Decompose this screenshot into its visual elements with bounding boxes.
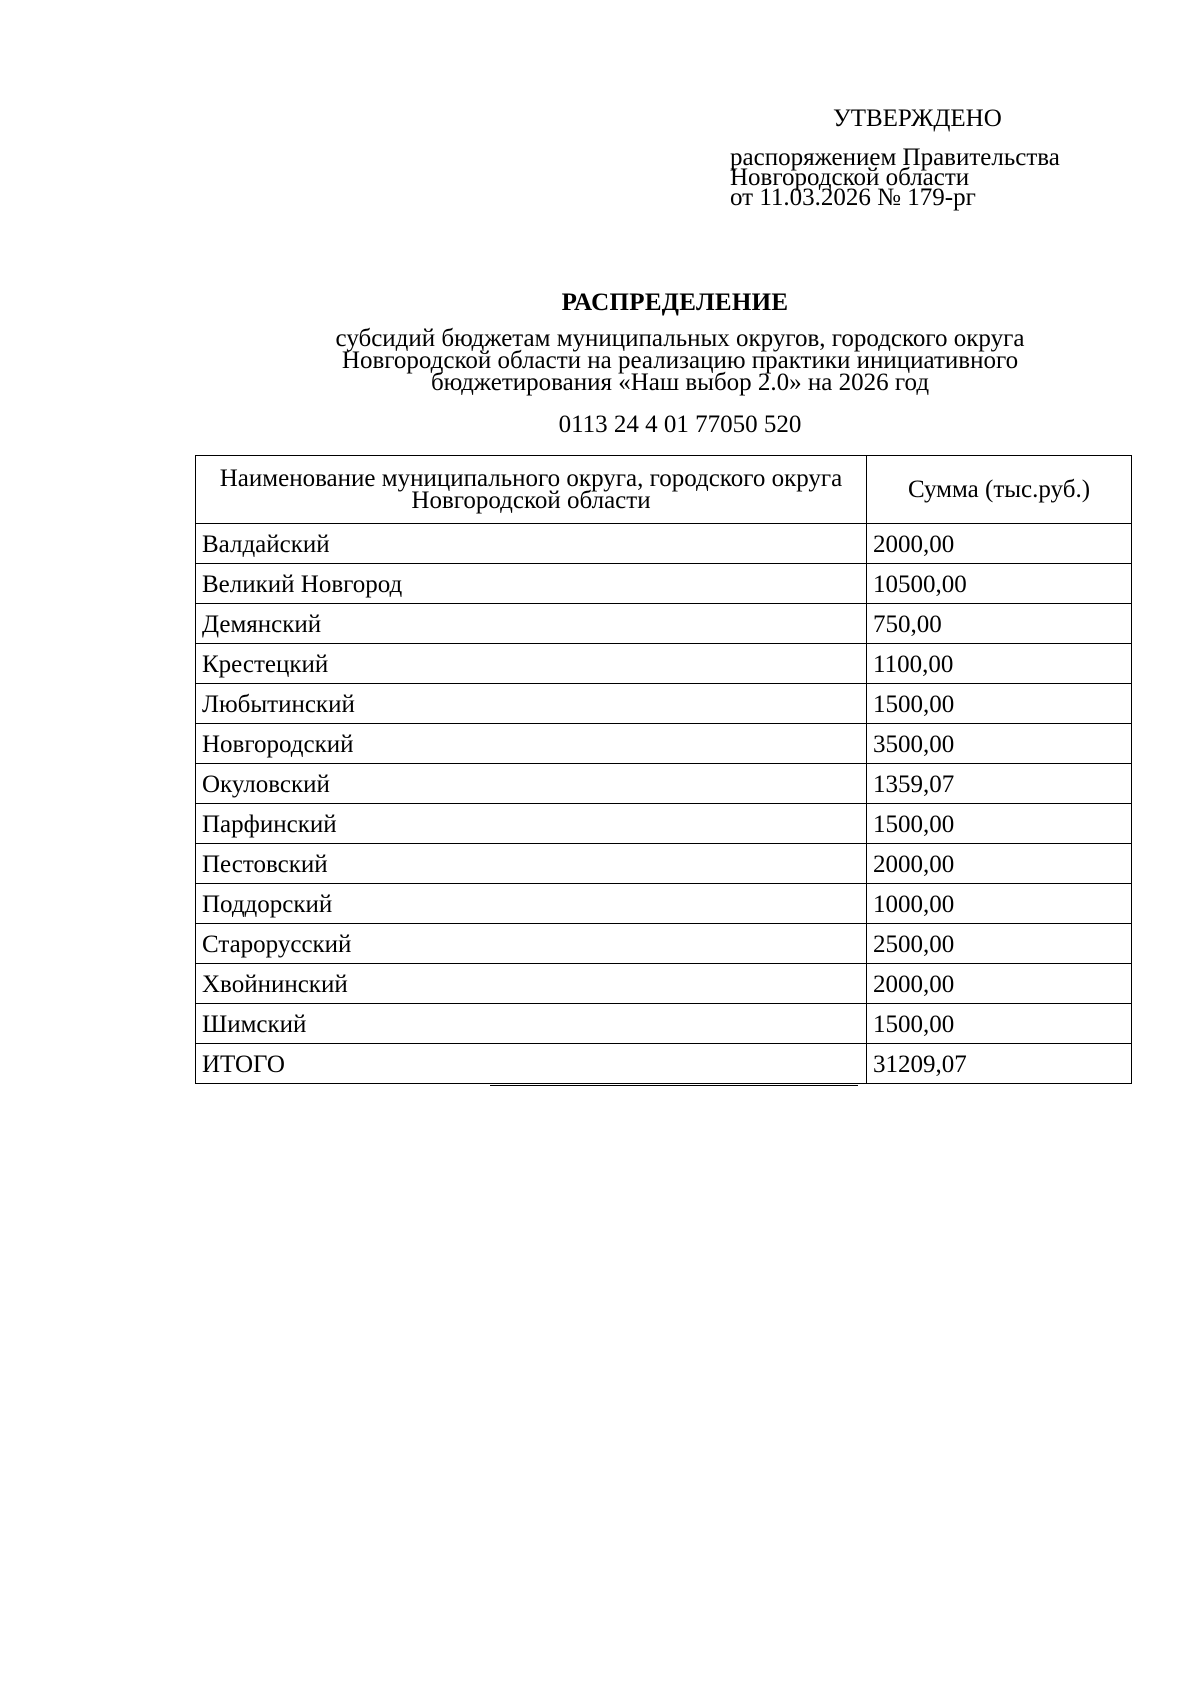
document-title: РАСПРЕДЕЛЕНИЕ <box>561 289 789 316</box>
table-row <box>196 804 1132 844</box>
table-row <box>196 724 1132 764</box>
header-name: Наименование муниципального округа, городского округа Новгородской области <box>196 456 867 524</box>
approval-title: УТВЕРЖДЕНО <box>833 105 1002 132</box>
approval-line: распоряжением Правительства <box>730 144 1060 171</box>
row-sum-cell: 2000,00 <box>867 964 1132 1004</box>
row-sum-cell: 2000,00 <box>867 844 1132 884</box>
bottom-divider <box>490 1085 858 1086</box>
row-name-cell: Крестецкий <box>196 644 867 684</box>
table-row <box>196 524 1132 564</box>
row-sum-cell: 750,00 <box>867 604 1132 644</box>
row-name-cell: Хвойнинский <box>196 964 867 1004</box>
table-row <box>196 764 1132 804</box>
table-row <box>196 1004 1132 1044</box>
budget-code: 0113 24 4 01 77050 520 <box>558 411 802 438</box>
approval-block <box>730 105 1150 211</box>
table-row <box>196 644 1132 684</box>
row-sum-cell: 1000,00 <box>867 884 1132 924</box>
row-name-cell: Окуловский <box>196 764 867 804</box>
approval-line: Новгородской области <box>730 164 970 191</box>
table-row <box>196 684 1132 724</box>
approval-line: от 11.03.2026 № 179-рг <box>730 184 976 211</box>
row-name-cell: Парфинский <box>196 804 867 844</box>
row-sum-cell: 1500,00 <box>867 1004 1132 1044</box>
distribution-table <box>195 455 1132 1084</box>
table-row <box>196 604 1132 644</box>
row-name-cell: Великий Новгород <box>196 564 867 604</box>
table-row <box>196 564 1132 604</box>
table-body <box>196 524 1132 1084</box>
table-header-row <box>196 456 1132 524</box>
header-sum: Сумма (тыс.руб.) <box>867 456 1132 524</box>
row-sum-cell: 31209,07 <box>867 1044 1132 1084</box>
row-name-cell: Поддорский <box>196 884 867 924</box>
table-row <box>196 844 1132 884</box>
row-name-cell: Валдайский <box>196 524 867 564</box>
table-row <box>196 1044 1132 1084</box>
row-sum-cell: 1500,00 <box>867 684 1132 724</box>
row-sum-cell: 1100,00 <box>867 644 1132 684</box>
table-row <box>196 924 1132 964</box>
row-name-cell: Шимский <box>196 1004 867 1044</box>
table-row <box>196 964 1132 1004</box>
row-name-cell: ИТОГО <box>196 1044 867 1084</box>
row-sum-cell: 1359,07 <box>867 764 1132 804</box>
row-sum-cell: 2000,00 <box>867 524 1132 564</box>
subtitle-line: субсидий бюджетам муниципальных округов, городского округа <box>335 325 1025 352</box>
row-sum-cell: 2500,00 <box>867 924 1132 964</box>
document-subtitle <box>180 325 1180 396</box>
row-name-cell: Демянский <box>196 604 867 644</box>
row-name-cell: Новгородский <box>196 724 867 764</box>
subtitle-line: Новгородской области на реализацию практики инициативного <box>341 347 1019 374</box>
row-sum-cell: 3500,00 <box>867 724 1132 764</box>
row-name-cell: Любытинский <box>196 684 867 724</box>
row-name-cell: Старорусский <box>196 924 867 964</box>
row-sum-cell: 1500,00 <box>867 804 1132 844</box>
row-name-cell: Пестовский <box>196 844 867 884</box>
subtitle-line: бюджетирования «Наш выбор 2.0» на 2026 год <box>430 369 930 396</box>
table-row <box>196 884 1132 924</box>
row-sum-cell: 10500,00 <box>867 564 1132 604</box>
